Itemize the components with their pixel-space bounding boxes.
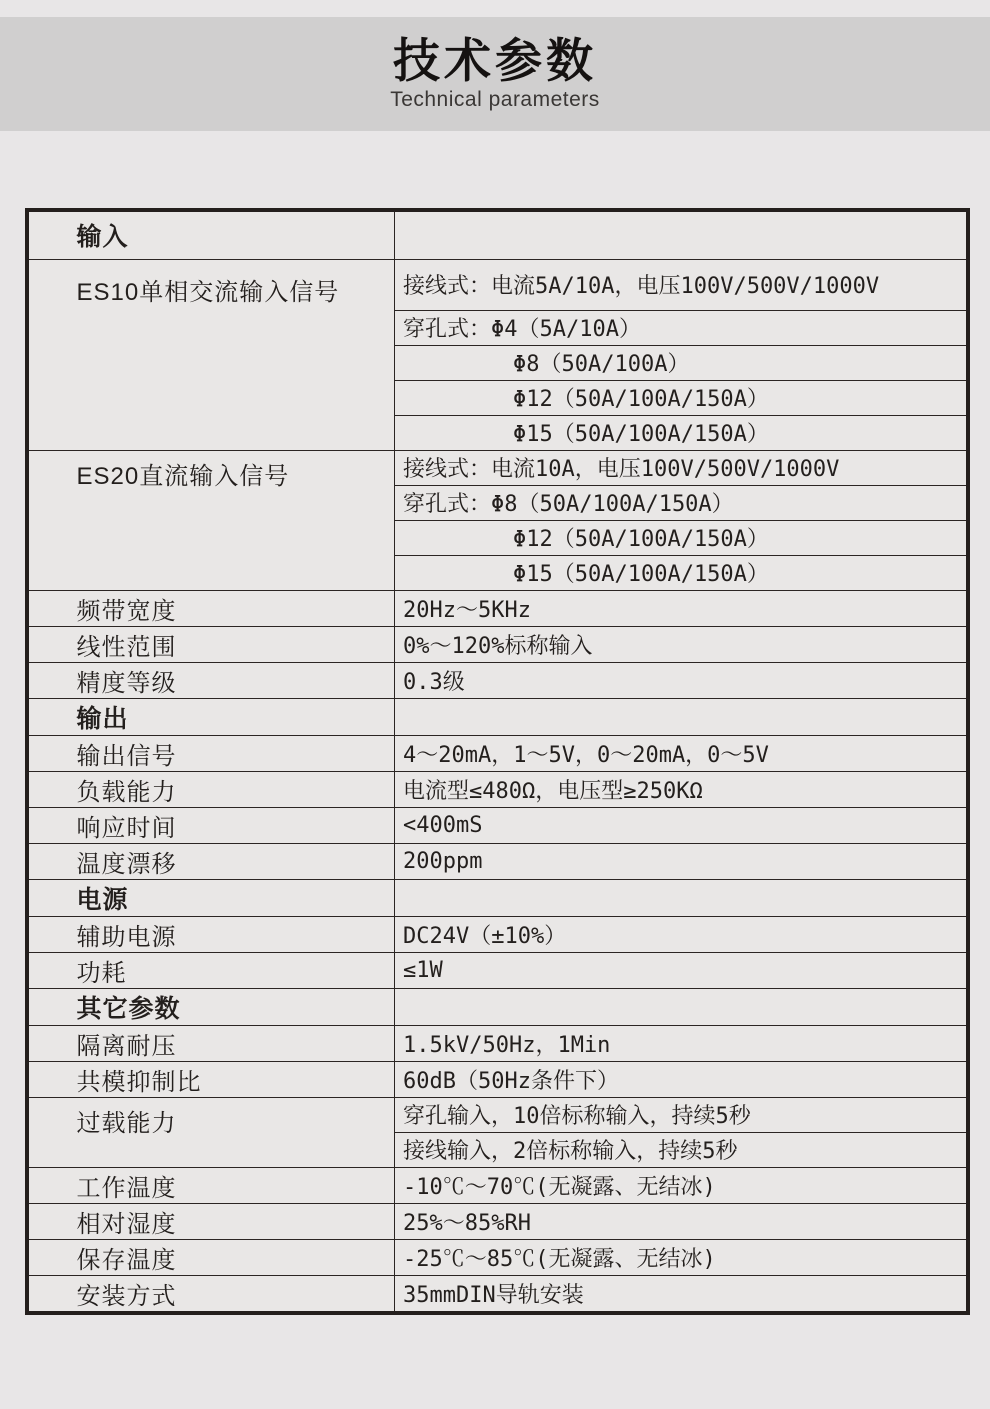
table-row (27, 807, 968, 843)
table-row (27, 771, 968, 807)
table-row (27, 259, 968, 310)
param-value: Φ15（50A/100A/150A） (395, 415, 968, 450)
param-value: -10℃～70℃(无凝露、无结冰) (395, 1167, 968, 1203)
table-row (27, 1203, 968, 1239)
table-row (27, 1097, 968, 1132)
table-row (27, 916, 968, 952)
param-label-es10: ES10单相交流输入信号 (27, 259, 395, 450)
param-label: 线性范围 (27, 626, 395, 662)
param-value: <400mS (395, 807, 968, 843)
param-value: 接线输入，2倍标称输入，持续5秒 (395, 1132, 968, 1167)
table-row (27, 662, 968, 698)
param-label: 相对湿度 (27, 1203, 395, 1239)
param-value: 电流型≤480Ω，电压型≥250KΩ (395, 771, 968, 807)
param-value: 200ppm (395, 843, 968, 879)
param-value: 穿孔式：Φ4（5A/10A） (395, 310, 968, 345)
datasheet-page (0, 17, 990, 1409)
param-label-overload: 过载能力 (27, 1097, 395, 1167)
param-value: 20Hz～5KHz (395, 590, 968, 626)
section-header-input: 输入 (27, 210, 395, 259)
table-row (27, 843, 968, 879)
section-header-power: 电源 (27, 879, 395, 916)
param-value: -25℃～85℃(无凝露、无结冰) (395, 1239, 968, 1275)
section-header-other: 其它参数 (27, 988, 395, 1025)
param-label: 响应时间 (27, 807, 395, 843)
table-row (27, 626, 968, 662)
table-row (27, 1275, 968, 1313)
table-row (27, 988, 968, 1025)
table-row (27, 698, 968, 735)
param-label: 辅助电源 (27, 916, 395, 952)
table-row (27, 450, 968, 485)
table-row (27, 1061, 968, 1097)
spec-table (25, 208, 970, 1315)
param-value (395, 879, 968, 916)
param-value: Φ15（50A/100A/150A） (395, 555, 968, 590)
param-value: 0%～120%标称输入 (395, 626, 968, 662)
param-label: 隔离耐压 (27, 1025, 395, 1061)
param-label: 工作温度 (27, 1167, 395, 1203)
param-value: ≤1W (395, 952, 968, 988)
page-title: 技术参数 (393, 33, 597, 87)
param-value: Φ8（50A/100A） (395, 345, 968, 380)
param-label: 频带宽度 (27, 590, 395, 626)
param-value: Φ12（50A/100A/150A） (395, 380, 968, 415)
param-label: 功耗 (27, 952, 395, 988)
param-label: 温度漂移 (27, 843, 395, 879)
param-value: 25%～85%RH (395, 1203, 968, 1239)
param-value: 4～20mA，1～5V，0～20mA，0～5V (395, 735, 968, 771)
param-value: 35mmDIN导轨安装 (395, 1275, 968, 1313)
title-banner (0, 17, 990, 131)
table-row (27, 952, 968, 988)
table-row (27, 210, 968, 259)
param-value: 穿孔式：Φ8（50A/100A/150A） (395, 485, 968, 520)
param-label: 保存温度 (27, 1239, 395, 1275)
param-value: 接线式：电流5A/10A，电压100V/500V/1000V (395, 259, 968, 310)
param-value (395, 210, 968, 259)
param-value (395, 988, 968, 1025)
table-row (27, 1239, 968, 1275)
param-label: 精度等级 (27, 662, 395, 698)
table-row (27, 1025, 968, 1061)
param-value: 60dB（50Hz条件下） (395, 1061, 968, 1097)
table-row (27, 879, 968, 916)
table-row (27, 590, 968, 626)
param-label: 负载能力 (27, 771, 395, 807)
section-header-output: 输出 (27, 698, 395, 735)
param-value: Φ12（50A/100A/150A） (395, 520, 968, 555)
param-value: 接线式：电流10A，电压100V/500V/1000V (395, 450, 968, 485)
param-value (395, 698, 968, 735)
param-label: 安装方式 (27, 1275, 395, 1313)
param-value: 1.5kV/50Hz，1Min (395, 1025, 968, 1061)
param-value: DC24V（±10%） (395, 916, 968, 952)
param-value: 0.3级 (395, 662, 968, 698)
spec-table-container (25, 208, 966, 1315)
page-subtitle: Technical parameters (390, 88, 600, 112)
table-row (27, 1167, 968, 1203)
table-row (27, 735, 968, 771)
param-label: 共模抑制比 (27, 1061, 395, 1097)
param-value: 穿孔输入，10倍标称输入，持续5秒 (395, 1097, 968, 1132)
param-label: 输出信号 (27, 735, 395, 771)
param-label-es20: ES20直流输入信号 (27, 450, 395, 590)
